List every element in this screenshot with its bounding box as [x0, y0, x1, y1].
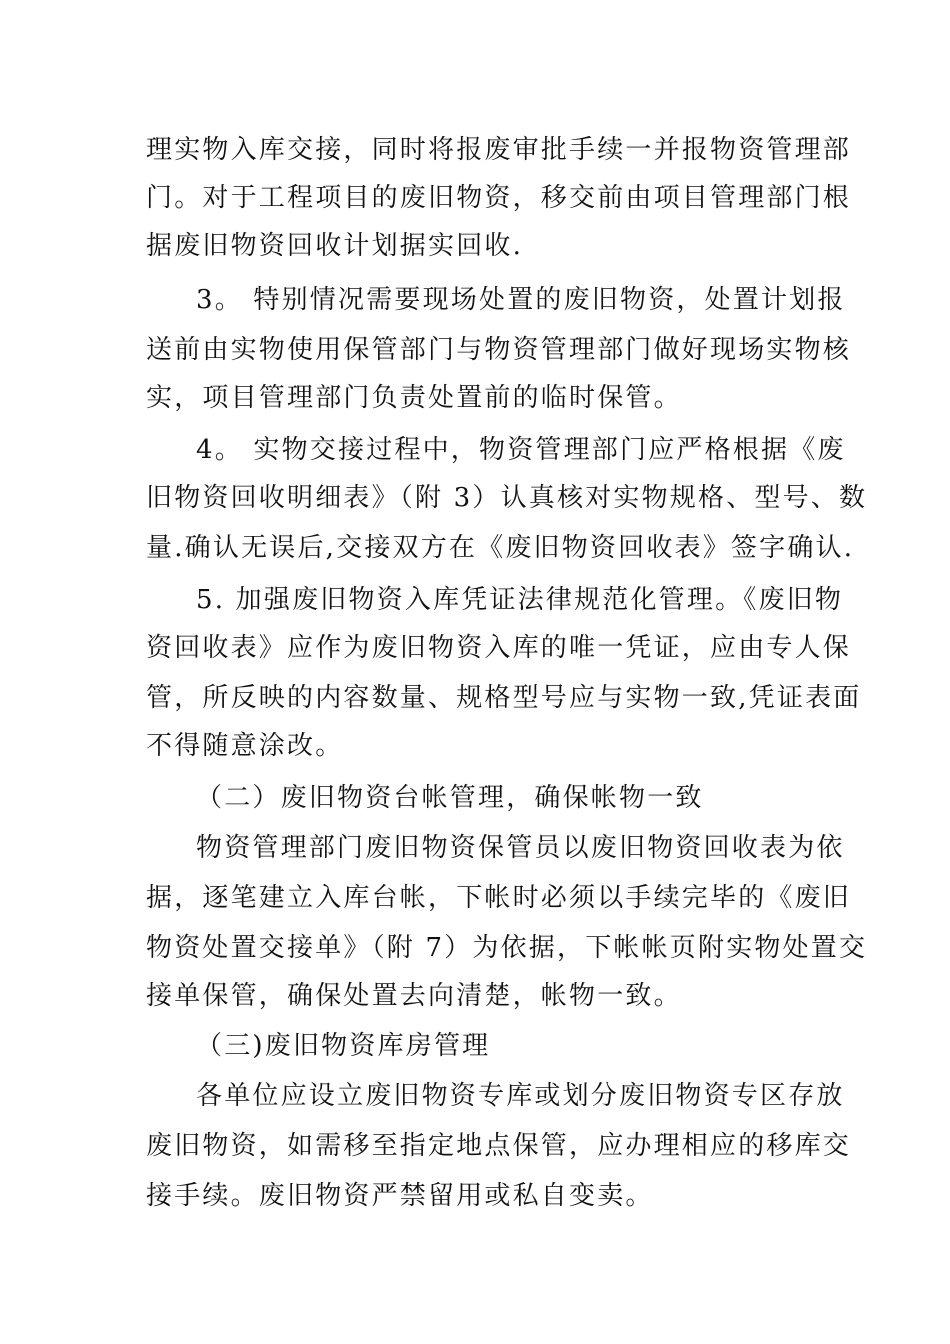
text-line-4: 3。 特别情况需要现场处置的废旧物资，处置计划报: [196, 285, 846, 315]
text-line-22: 接手续。废旧物资严禁留用或私自变卖。: [146, 1181, 654, 1211]
section-heading-3: （三)废旧物资库房管理: [196, 1031, 491, 1061]
text-line-17: 物资处置交接单》（附 7）为依据，下帐帐页附实物处置交: [146, 933, 868, 963]
text-line-21: 废旧物资，如需移至指定地点保管，应办理相应的移库交: [146, 1131, 852, 1161]
text-line-2: 门。对于工程项目的废旧物资，移交前由项目管理部门根: [146, 183, 852, 213]
text-line-6: 实，项目管理部门负责处置前的临时保管。: [146, 383, 682, 413]
text-line-12: 管，所反映的内容数量、规格型号应与实物一致,凭证表面: [146, 683, 862, 713]
text-line-20: 各单位应设立废旧物资专库或划分废旧物资专区存放: [196, 1081, 845, 1111]
text-line-5: 送前由实物使用保管部门与物资管理部门做好现场实物核: [146, 335, 852, 365]
text-line-18: 接单保管，确保处置去向清楚，帐物一致。: [146, 981, 682, 1011]
text-line-8: 旧物资回收明细表》（附 3）认真核对实物规格、型号、数: [146, 483, 868, 513]
text-line-9: 量.确认无误后,交接双方在《废旧物资回收表》签字确认.: [146, 533, 855, 563]
text-line-7: 4。 实物交接过程中，物资管理部门应严格根据《废: [196, 435, 846, 465]
text-line-10: 5. 加强废旧物资入库凭证法律规范化管理。《废旧物: [196, 585, 844, 615]
text-line-11: 资回收表》应作为废旧物资入库的唯一凭证，应由专人保: [146, 633, 852, 663]
text-line-15: 物资管理部门废旧物资保管员以废旧物资回收表为依: [196, 833, 845, 863]
text-line-13: 不得随意涂改。: [146, 731, 344, 761]
text-line-16: 据，逐笔建立入库台帐，下帐时必须以手续完毕的《废旧: [146, 883, 852, 913]
text-line-3: 据废旧物资回收计划据实回收.: [146, 231, 524, 261]
text-line-1: 理实物入库交接，同时将报废审批手续一并报物资管理部: [146, 135, 852, 165]
section-heading-2: （二）废旧物资台帐管理，确保帐物一致: [196, 783, 704, 813]
